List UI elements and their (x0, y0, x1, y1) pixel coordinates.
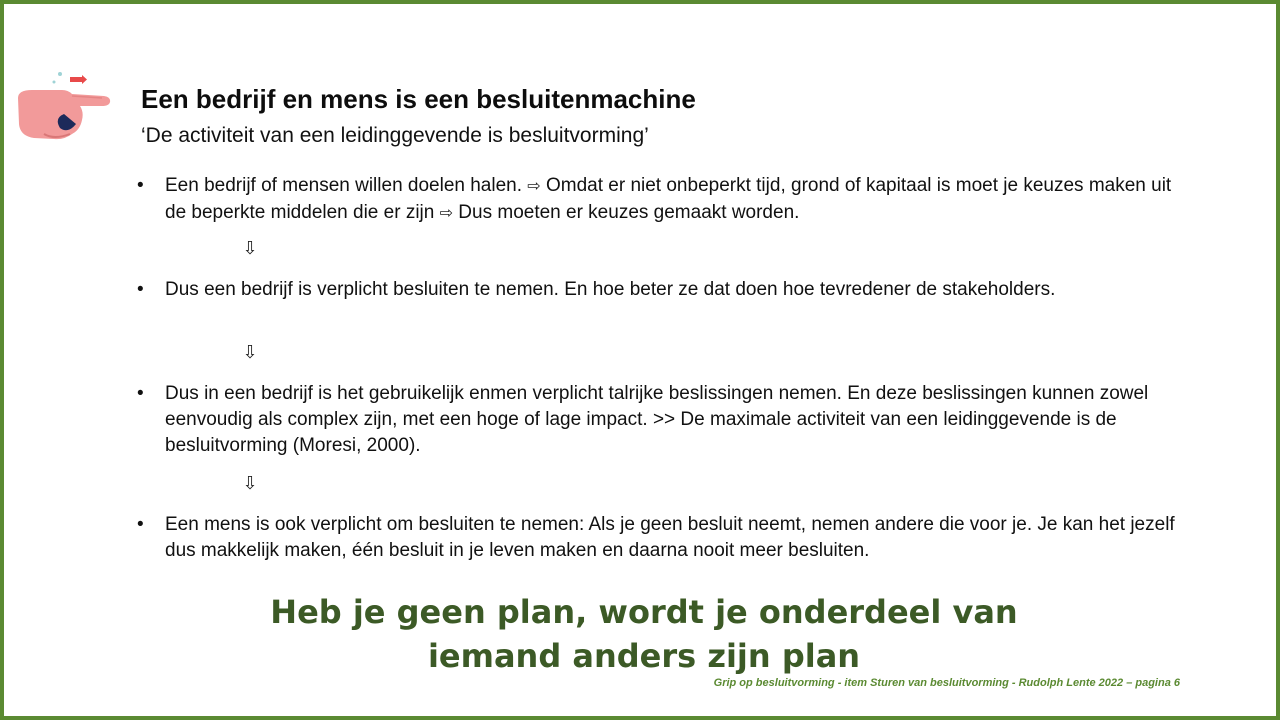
bullet-text: Dus een bedrijf is verplicht besluiten te nemen. En hoe beter ze dat doen hoe tevredener de stakeholders. (165, 279, 1056, 300)
bullet-text-part: Omdat er niet onbeperkt tijd, grond of kapitaal is moet je keuzes maken uit de beperkte middelen die er zijn (165, 175, 1172, 223)
right-arrow-icon: ⇨ (527, 178, 541, 195)
bullet-dot: • (137, 279, 144, 300)
slide-title: Een bedrijf en mens is een besluitenmachine (141, 84, 696, 114)
slide-subtitle: ‘De activiteit van een leidinggevende is besluitvorming’ (141, 124, 649, 147)
down-arrow-icon: ⇩ (242, 473, 258, 493)
bullet-text (165, 173, 1187, 227)
footer-text: Grip op besluitvorming - item Sturen van besluitvorming - Rudolph Lente 2022 – pagina 6 (713, 677, 1180, 689)
slogan-line: iemand anders zijn plan (427, 637, 861, 675)
bullet-text: Dus in een bedrijf is het gebruikelijk enmen verplicht talrijke beslissingen nemen. En deze beslissingen kunnen zowel eenvoudig als complex zijn, met een hoge of lage impact. >> De maximale activiteit van een leidinggevende is de besluitvorming (Moresi, 2000). (165, 383, 1149, 456)
bullet-text-part: Een bedrijf of mensen willen doelen halen. (165, 175, 528, 196)
right-arrow-icon: ⇨ (439, 205, 454, 222)
bullet-text: Een mens is ook verplicht om besluiten te nemen: Als je geen besluit neemt, nemen andere die voor je. Je kan het jezelf dus makkelijk maken, één besluit in je leven maken en daarna nooit meer besluiten. (165, 514, 1175, 561)
slogan-line: Heb je geen plan, wordt je onderdeel van (270, 593, 1018, 631)
down-arrow-icon: ⇩ (242, 342, 258, 362)
pointing-hand-icon (14, 68, 114, 144)
bullet-dot: • (137, 514, 144, 535)
bullet-item (137, 277, 1187, 303)
bullet-text-part: Dus moeten er keuzes gemaakt worden. (453, 202, 800, 223)
bullet-item (137, 381, 1187, 459)
bullet-item (137, 512, 1187, 564)
down-arrow-icon: ⇩ (242, 238, 258, 258)
bullet-dot: • (137, 383, 144, 404)
bullet-item (137, 173, 1187, 227)
slogan (244, 590, 1044, 678)
bullet-dot: • (137, 175, 144, 196)
